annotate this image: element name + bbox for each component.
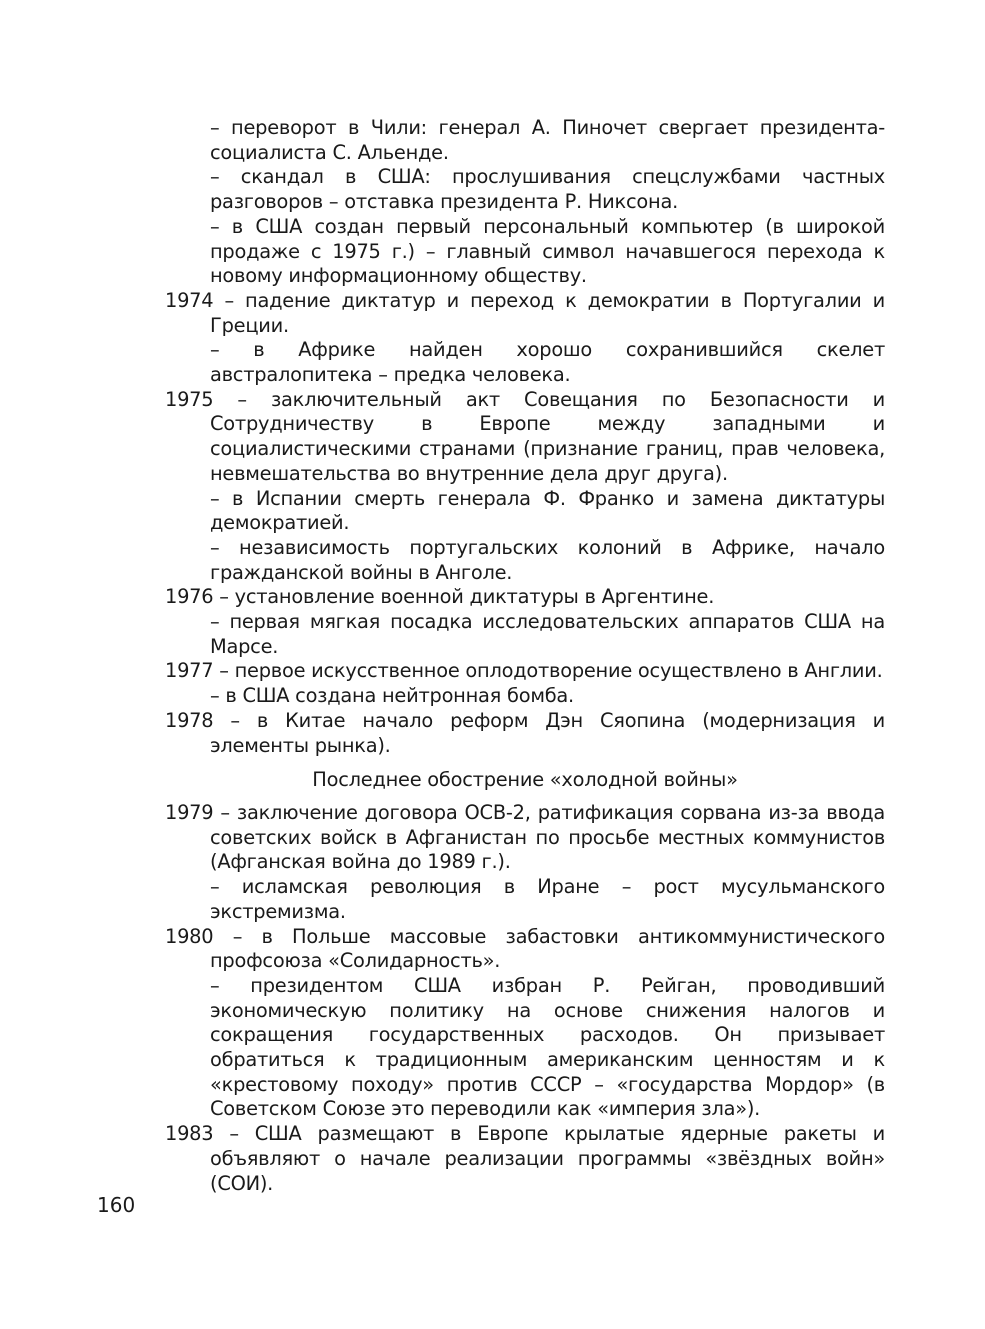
chronology-subitem: – в Испании смерть генерала Ф. Франко и замена диктатуры демократией. (210, 486, 885, 535)
chronology-subitem: – независимость португальских колоний в Африке, начало гражданской войны в Анголе. (210, 535, 885, 584)
chronology-entry-1975: 1975 – заключительный акт Совещания по Безопасности и Сотрудничеству в Европе между западными и социалистическими странами (признание границ, прав человека, невмешательства во внутренние дела друг друга). (165, 387, 885, 485)
chronology-subitem: – в США создан первый персональный компьютер (в широкой продаже с 1975 г.) – главный символ начавшегося перехода к новому информационному обществу. (210, 214, 885, 288)
chronology-entry-1983: 1983 – США размещают в Европе крылатые ядерные ракеты и объявляют о начале реализации программы «звёздных войн» (СОИ). (165, 1122, 885, 1195)
page-number: 160 (97, 1193, 136, 1217)
chronology-entry-1976: 1976 – установление военной диктатуры в Аргентине. (165, 585, 715, 609)
chronology-subitem: – президентом США избран Р. Рейган, проводивший экономическую политику на основе снижения налогов и сокращения государственных расходов. Он призывает обратиться к традиционным американским ценностям и к «крестовому походу» против СССР – «государства Мордор» (в Советском Союзе это переводили как «империя зла»). (210, 973, 885, 1121)
section-heading: Последнее обострение «холодной войны» (312, 768, 738, 792)
page-body (165, 116, 885, 1196)
chronology-entry-1979: 1979 – заключение договора ОСВ-2, ратификация сорвана из-за ввода советских войск в Афганистан по просьбе местных коммунистов (Афганская война до 1989 г.). (165, 800, 885, 874)
chronology-subitem: – в США создана нейтронная бомба. (210, 684, 574, 708)
chronology-entry-1978: 1978 – в Китае начало реформ Дэн Сяопина (модернизация и элементы рынка). (165, 708, 885, 757)
chronology-subitem: – первая мягкая посадка исследовательских аппаратов США на Марсе. (210, 610, 885, 658)
chronology-subitem: – в Африке найден хорошо сохранившийся скелет австралопитека – предка человека. (210, 338, 885, 387)
chronology-entry-1977: 1977 – первое искусственное оплодотворение осуществлено в Англии. (165, 659, 883, 683)
chronology-subitem: – скандал в США: прослушивания спецслужбами частных разговоров – отставка президента Р. Никсона. (210, 165, 885, 214)
chronology-entry-1974: 1974 – падение диктатур и переход к демократии в Португалии и Греции. (165, 288, 885, 337)
chronology-subitem: – переворот в Чили: генерал А. Пиночет свергает президента-социалиста С. Альенде. (210, 116, 885, 164)
chronology-subitem: – исламская революция в Иране – рост мусульманского экстремизма. (210, 875, 885, 923)
chronology-entry-1980: 1980 – в Польше массовые забастовки антикоммунистического профсоюза «Солидарность». (165, 924, 885, 973)
